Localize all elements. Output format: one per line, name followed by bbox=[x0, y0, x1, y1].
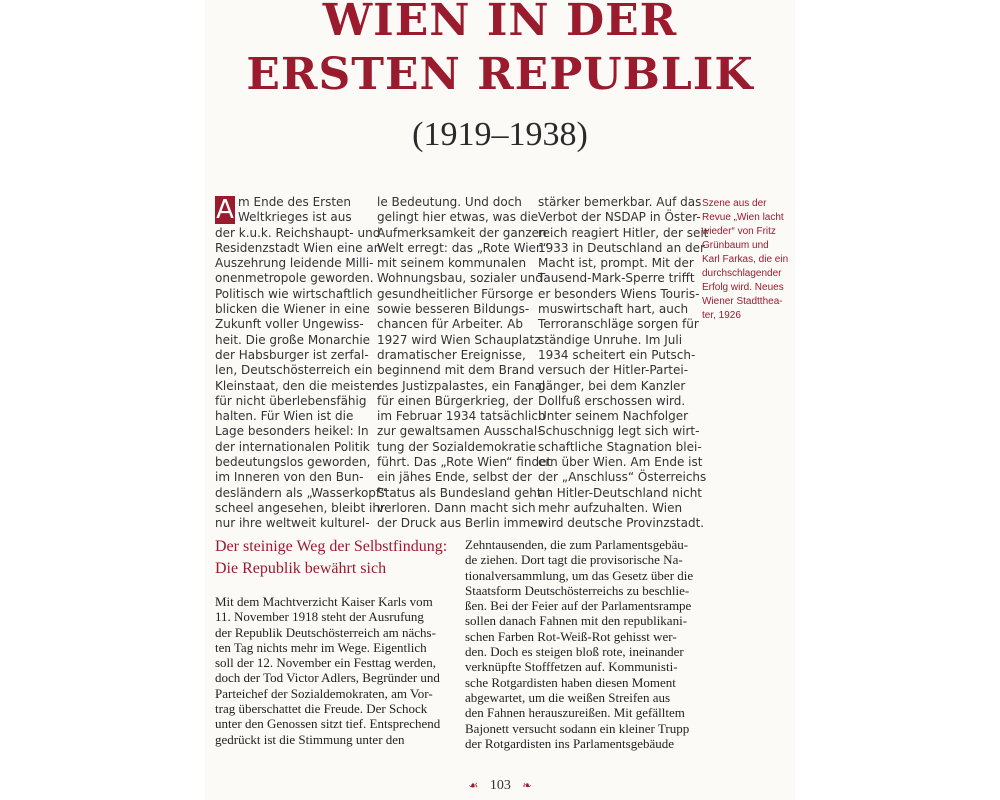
text-line: len, Deutschösterreich ein bbox=[215, 363, 373, 378]
text-line: Wiener Stadtthea- bbox=[702, 296, 783, 307]
text-line: halten. Für Wien ist die bbox=[215, 409, 354, 424]
text-line: der Rotgardisten ins Parlamentsgebäude bbox=[465, 735, 675, 751]
intro-column-3 bbox=[538, 195, 709, 532]
text-line: ein jähes Ende, selbst der bbox=[377, 470, 532, 485]
body-column-1 bbox=[215, 594, 445, 747]
image-caption bbox=[702, 197, 797, 323]
text-line: Szene aus der bbox=[702, 198, 767, 209]
text-line: Mit dem Machtverzicht Kaiser Karls vom bbox=[215, 594, 433, 609]
text-line: wieder“ von Fritz bbox=[702, 226, 776, 237]
text-line: Grünbaum und bbox=[702, 240, 769, 251]
text-line: führt. Das „Rote Wien“ findet bbox=[377, 455, 552, 470]
text-line: gelingt hier etwas, was die bbox=[377, 210, 539, 225]
text-line: Unter seinem Nachfolger bbox=[538, 409, 689, 424]
text-line: im Februar 1934 tatsächlich bbox=[377, 409, 546, 424]
intro-column-2 bbox=[377, 195, 552, 532]
text-line: blicken die Wiener in eine bbox=[215, 302, 370, 317]
text-line: sowie besseren Bildungs- bbox=[377, 302, 530, 317]
text-line: trag überschattet die Freude. Der Schock bbox=[215, 701, 428, 717]
text-line: Bajonett versucht sodann ein kleiner Trupp bbox=[465, 720, 690, 736]
text-line: Schuschnigg legt sich wirt- bbox=[538, 424, 700, 439]
text-line: gedrückt ist die Stimmung unter den bbox=[215, 731, 405, 747]
text-line: Wohnungsbau, sozialer und bbox=[377, 271, 543, 286]
text-line: ter, 1926 bbox=[702, 310, 741, 321]
intro-column-1 bbox=[215, 195, 387, 532]
section-heading-line-2: Die Republik bewährt sich bbox=[215, 560, 387, 577]
page-footer bbox=[205, 778, 795, 794]
text-line: Status als Bundesland geht bbox=[377, 485, 542, 500]
text-line: gänger, bei dem Kanzler bbox=[538, 378, 686, 393]
text-line: doch der Tod Victor Adlers, Begründer und bbox=[215, 670, 440, 686]
text-line: Karl Farkas, die ein bbox=[702, 254, 789, 265]
text-line: Aufmerksamkeit der ganzen bbox=[377, 225, 547, 240]
text-line: schen Farben Rot-Weiß-Rot gehisst wer- bbox=[465, 628, 677, 644]
text-line: 11. November 1918 steht der Ausrufung bbox=[215, 609, 424, 625]
text-line: Tausend-Mark-Sperre trifft bbox=[538, 271, 695, 286]
text-line: schaftliche Stagnation blei- bbox=[538, 439, 702, 454]
text-line: wird deutsche Provinzstadt. bbox=[538, 516, 705, 531]
text-line: Staatsform Deutschösterreichs zu beschlie- bbox=[465, 582, 690, 598]
text-line: mit seinem kommunalen bbox=[377, 256, 527, 271]
text-line: tung der Sozialdemokratie bbox=[377, 439, 537, 454]
text-line: abgewartet, um die weißen Streifen aus bbox=[465, 689, 671, 705]
text-line: für nicht überlebensfähig bbox=[215, 393, 367, 408]
text-line: er besonders Wiens Touris- bbox=[538, 286, 700, 301]
text-line: Lage besonders heikel: In bbox=[215, 424, 369, 439]
text-line: verknüpfte Stofffetzen auf. Kommunisti- bbox=[465, 659, 678, 675]
text-line: beginnend mit dem Brand bbox=[377, 363, 535, 378]
text-line: 1934 scheitert ein Putsch- bbox=[538, 347, 696, 362]
text-line: reich reagiert Hitler, der seit bbox=[538, 225, 709, 240]
ornament-right-icon: ❧ bbox=[522, 780, 532, 792]
title-line-2: ERSTEN REPUBLIK bbox=[246, 49, 754, 100]
title-years: (1919–1938) bbox=[412, 116, 588, 153]
text-line: sche Rotgardisten haben diesen Moment bbox=[465, 674, 676, 690]
text-line: Zukunft voller Ungewiss- bbox=[215, 317, 364, 332]
text-line: bedeutungslos geworden, bbox=[215, 455, 371, 470]
text-line: durchschlagender bbox=[702, 268, 782, 279]
text-line: der Druck aus Berlin immer bbox=[377, 516, 543, 531]
text-line: zur gewaltsamen Ausschal- bbox=[377, 424, 542, 439]
title-line-1: WIEN IN DER bbox=[322, 0, 678, 46]
section-heading-line-1: Der steinige Weg der Selbstfindung: bbox=[215, 538, 448, 555]
text-line: Politisch wie wirtschaftlich bbox=[215, 286, 373, 301]
text-line: Revue „Wien lacht bbox=[702, 212, 784, 223]
text-line: der Republik Deutschösterreich am nächs- bbox=[215, 624, 436, 640]
text-line: 1933 in Deutschland an der bbox=[538, 240, 705, 255]
text-line: der internationalen Politik bbox=[215, 439, 370, 454]
text-line: soll der 12. November ein Festtag werden, bbox=[215, 655, 436, 671]
page-number: 103 bbox=[489, 778, 511, 793]
text-line: verloren. Dann macht sich bbox=[377, 500, 536, 515]
text-line: im Inneren von den Bun- bbox=[215, 470, 364, 485]
text-line: Auszehrung leidende Milli- bbox=[215, 256, 374, 271]
text-line: Welt erregt: das „Rote Wien“ bbox=[377, 240, 549, 255]
text-line: Parteichef der Sozialdemokraten, am Vor- bbox=[215, 685, 433, 701]
text-line: dramatischer Ereignisse, bbox=[377, 347, 526, 362]
text-line: 1927 wird Wien Schauplatz bbox=[377, 332, 541, 347]
text-line: Dollfuß erschossen wird. bbox=[538, 393, 686, 408]
text-line: den Fahnen herauszureißen. Mit gefälltem bbox=[465, 705, 685, 721]
text-line: Residenzstadt Wien eine an bbox=[215, 240, 382, 255]
text-line: chancen für Arbeiter. Ab bbox=[377, 317, 523, 332]
text-line: Kleinstaat, den die meisten bbox=[215, 378, 380, 393]
text-line: der „Anschluss“ Österreichs bbox=[538, 470, 707, 485]
text-line: der Habsburger ist zerfal- bbox=[215, 347, 369, 362]
text-line: gesundheitlicher Fürsorge bbox=[377, 286, 534, 301]
text-line: desländern als „Wasserkopf“ bbox=[215, 485, 387, 500]
text-line: ten Tag nichts mehr im Wege. Eigentlich bbox=[215, 639, 427, 655]
text-line: mehr aufzuhalten. Wien bbox=[538, 500, 683, 515]
section-heading bbox=[215, 536, 455, 580]
text-line: Terroranschläge sorgen für bbox=[538, 317, 699, 332]
ornament-left-icon: ☙ bbox=[468, 780, 479, 792]
text-line: für einen Bürgerkrieg, der bbox=[377, 393, 533, 408]
text-line: le Bedeutung. Und doch bbox=[377, 195, 522, 209]
text-line: Macht ist, prompt. Mit der bbox=[538, 256, 694, 271]
text-line: Zehntausenden, die zum Parlamentsgebäu- bbox=[465, 537, 689, 552]
text-line: des Justizpalastes, ein Fanal bbox=[377, 378, 546, 393]
text-line: versuch der Hitler-Partei- bbox=[538, 363, 689, 378]
text-line: der k.u.k. Reichshaupt- und bbox=[215, 225, 381, 240]
text-line: Weltkrieges ist aus bbox=[238, 210, 352, 225]
text-line: unter den Genossen sitzt tief. Entsprechend bbox=[215, 716, 441, 732]
text-line: den. Doch es steigen bloß rote, ineinander bbox=[465, 644, 684, 660]
text-line: ern über Wien. Am Ende ist bbox=[538, 455, 703, 470]
text-line: nur ihre weltweit kulturel- bbox=[215, 516, 370, 531]
body-column-2 bbox=[465, 537, 695, 751]
text-line: m Ende des Ersten bbox=[238, 195, 352, 209]
text-line: ßen. Bei der Feier auf der Parlamentsrampe bbox=[465, 598, 692, 614]
text-line: heit. Die große Monarchie bbox=[215, 332, 371, 347]
drop-cap: A bbox=[216, 195, 234, 225]
text-line: ständige Unruhe. Im Juli bbox=[538, 332, 683, 347]
text-line: onenmetropole geworden. bbox=[215, 271, 374, 286]
text-line: an Hitler-Deutschland nicht bbox=[538, 485, 703, 500]
text-line: Erfolg wird. Neues bbox=[702, 282, 784, 293]
text-line: stärker bemerkbar. Auf das bbox=[538, 195, 702, 209]
text-line: scheel angesehen, bleibt ihr bbox=[215, 500, 385, 515]
text-line: de ziehen. Dort tagt die provisorische Na- bbox=[465, 552, 683, 568]
text-line: sollen danach Fahnen mit den republikani- bbox=[465, 613, 688, 629]
text-line: muswirtschaft hart, auch bbox=[538, 302, 689, 317]
text-line: tionalversammlung, um das Gesetz über die bbox=[465, 567, 694, 583]
text-line: Verbot der NSDAP in Öster- bbox=[538, 210, 701, 225]
